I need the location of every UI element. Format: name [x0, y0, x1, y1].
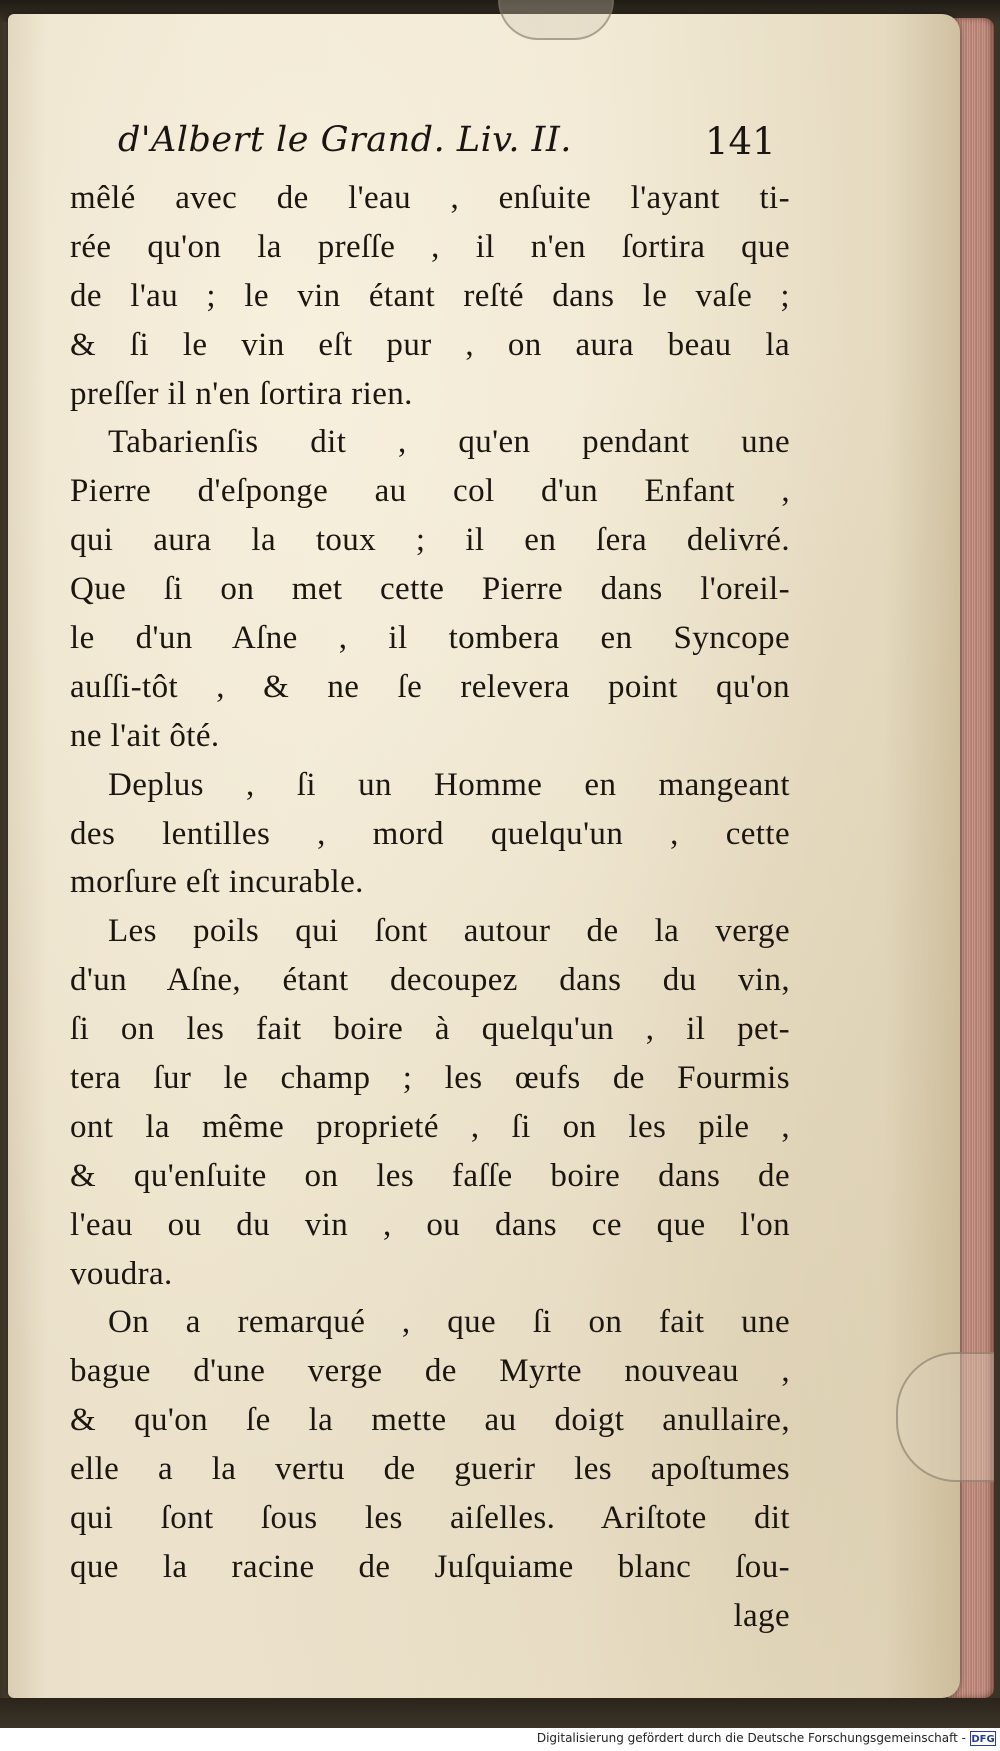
- page-number: 141: [705, 120, 776, 163]
- text-line: bague d'une verge de Myrte nouveau ,: [70, 1353, 790, 1390]
- text-line: & ſi le vin eſt pur , on aura beau la: [70, 326, 790, 363]
- text-line: voudra.: [70, 1255, 173, 1292]
- text-line: ſi on les fait boire à quelqu'un , il pet-: [70, 1011, 790, 1048]
- text-line: Tabarienſis dit , qu'en pendant une: [108, 424, 790, 461]
- running-head: [118, 120, 788, 170]
- text-line: Deplus , ſi un Homme en mangeant: [108, 766, 790, 803]
- text-line: Pierre d'eſponge au col d'un Enfant ,: [70, 473, 790, 510]
- catchword: lage: [733, 1597, 790, 1634]
- text-line: que la racine de Juſquiame blanc ſou-: [70, 1548, 790, 1585]
- dfg-logo: DFG: [970, 1731, 996, 1746]
- funding-credit: Digitalisierung gefördert durch die Deutsche Forschungsgemeinschaft -: [536, 1731, 966, 1745]
- text-line: Les poils qui ſont autour de la verge: [108, 913, 790, 950]
- running-head-title: d'Albert le Grand. Liv. II.: [118, 120, 572, 160]
- text-line: elle a la vertu de guerir les apoſtumes: [70, 1451, 790, 1488]
- text-line: tera ſur le champ ; les œufs de Fourmis: [70, 1060, 790, 1097]
- text-line: qui ſont ſous les aiſelles. Ariſtote dit: [70, 1500, 790, 1537]
- text-line: morſure eſt incurable.: [70, 864, 364, 901]
- text-line: qui aura la toux ; il en ſera delivré.: [70, 522, 790, 559]
- text-line: preſſer il n'en ſortira rien.: [70, 375, 413, 412]
- text-line: & qu'on ſe la mette au doigt anullaire,: [70, 1402, 790, 1439]
- book-bottom-edge: [0, 1698, 1000, 1728]
- text-line: d'un Aſne, étant decoupez dans du vin,: [70, 962, 790, 999]
- text-line: On a remarqué , que ſi on fait une: [108, 1304, 790, 1341]
- text-line: le d'un Aſne , il tombera en Syncope: [70, 620, 790, 657]
- text-line: auſſi-tôt , & ne ſe relevera point qu'on: [70, 668, 790, 705]
- body-text: [70, 174, 790, 1641]
- text-line: mêlé avec de l'eau , enſuite l'ayant ti-: [70, 180, 790, 216]
- text-line: l'eau ou du vin , ou dans ce que l'on: [70, 1206, 790, 1243]
- text-line: des lentilles , mord quelqu'un , cette: [70, 815, 790, 852]
- text-line: de l'au ; le vin étant reſté dans le vaſe ;: [70, 277, 790, 314]
- text-line: rée qu'on la preſſe , il n'en ſortira que: [70, 228, 790, 265]
- text-line: ont la même proprieté , ſi on les pile ,: [70, 1108, 790, 1145]
- text-line: Que ſi on met cette Pierre dans l'oreil-: [70, 571, 790, 608]
- text-line: ne l'ait ôté.: [70, 717, 220, 754]
- text-line: & qu'enſuite on les faſſe boire dans de: [70, 1157, 790, 1194]
